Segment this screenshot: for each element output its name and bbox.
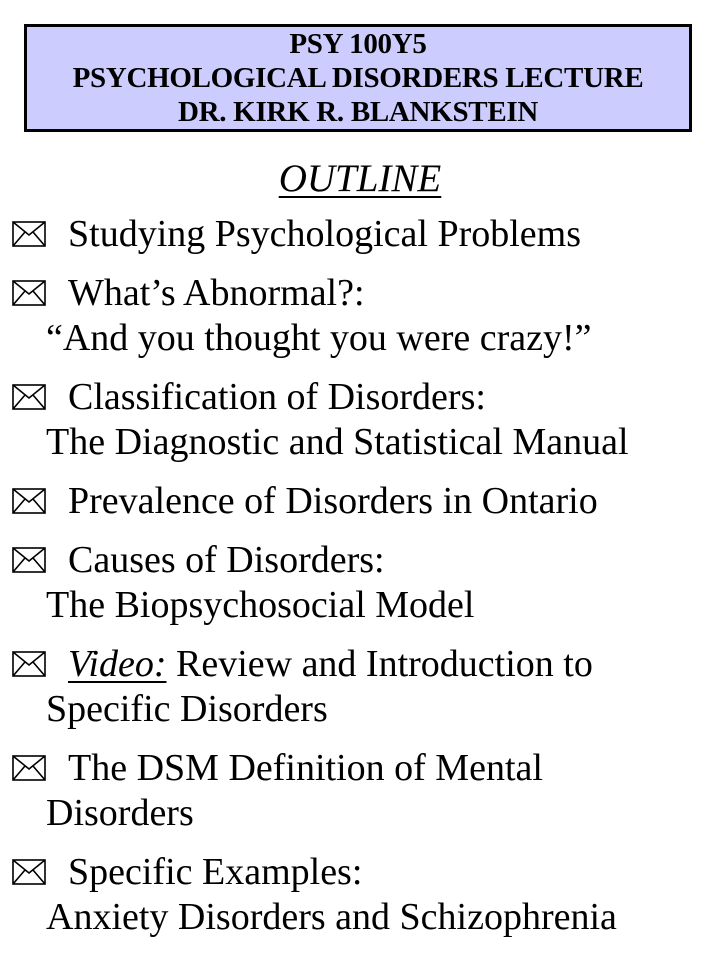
outline-heading: OUTLINE [278,157,442,200]
outline-item-text: Specific Examples: [68,851,363,893]
outline-item-text: Review and Introduction to [166,643,593,685]
envelope-icon [12,221,46,247]
outline-item-subtext: The Diagnostic and Statistical Manual [46,421,629,463]
envelope-icon [12,280,46,306]
outline-item-abnormal [12,271,720,361]
envelope-icon [12,859,46,885]
outline-item-subtext: Anxiety Disorders and Schizophrenia [46,896,617,938]
video-label: Video: [68,643,167,685]
envelope-icon [12,488,46,514]
envelope-icon [12,651,46,677]
outline-item-subtext: Disorders [46,792,194,834]
outline-item-prevalence [12,479,720,524]
title-box [24,24,692,132]
outline-item-text: Causes of Disorders: [68,539,385,581]
instructor-name: DR. KIRK R. BLANKSTEIN [178,96,538,128]
outline-item-video [12,642,720,732]
outline-item-examples [12,850,720,940]
envelope-icon [12,755,46,781]
outline-item-text: Prevalence of Disorders in Ontario [68,480,598,522]
envelope-icon [12,384,46,410]
envelope-icon [12,547,46,573]
outline-item-subtext: The Biopsychosocial Model [46,584,475,626]
outline-item-text: Classification of Disorders: [68,376,486,418]
lecture-title: PSYCHOLOGICAL DISORDERS LECTURE [72,62,644,94]
outline-item-dsm-definition [12,746,720,836]
outline-item-text-row [46,642,720,687]
outline-item-subtext: “And you thought you were crazy!” [46,317,592,359]
outline-item-subtext: Specific Disorders [46,688,328,730]
course-code: PSY 100Y5 [289,28,427,60]
outline-item-text: The DSM Definition of Mental [68,747,543,789]
outline-item-text: Studying Psychological Problems [68,213,581,255]
outline-item-causes [12,538,720,628]
outline-item-classification [12,375,720,465]
outline-item-text: What’s Abnormal?: [68,272,365,314]
outline-list [12,212,720,954]
outline-item-studying [12,212,720,257]
